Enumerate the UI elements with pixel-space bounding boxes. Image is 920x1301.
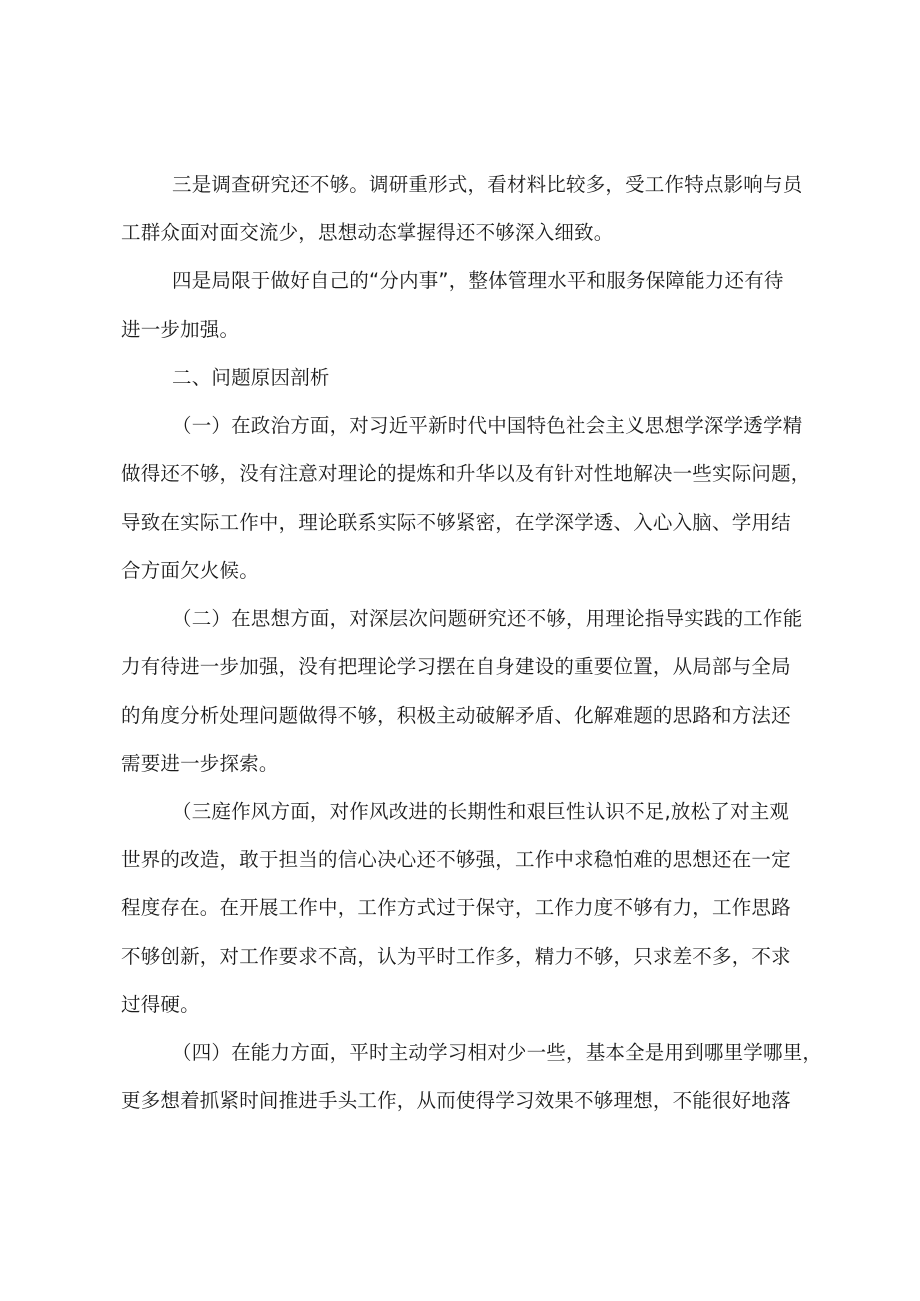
text-line: 四是局限于做好自己的“分内事”，整体管理水平和服务保障能力还有待 xyxy=(172,269,784,292)
text-line: 需要进一步探索。 xyxy=(121,752,279,775)
text-line: 世界的改造，敢于担当的信心决心还不够强，工作中求稳怕难的思想还在一定 xyxy=(121,848,791,871)
text-line: 合方面欠火候。 xyxy=(121,559,259,582)
text-line: （一）在政治方面，对习近平新时代中国特色社会主义思想学深学透学精 xyxy=(172,414,803,437)
text-line: （四）在能力方面，平时主动学习相对少一些，基本全是用到哪里学哪里， xyxy=(172,1041,823,1064)
section-heading: 二、问题原因剖析 xyxy=(172,366,330,389)
text-line: （二）在思想方面，对深层次问题研究还不够，用理论指导实践的工作能 xyxy=(172,607,803,630)
text-line: 不够创新，对工作要求不高，认为平时工作多，精力不够，只求差不多，不求 xyxy=(121,945,791,968)
text-line: 力有待进一步加强，没有把理论学习摆在自身建设的重要位置，从局部与全局 xyxy=(121,655,791,678)
text-line: 过得硬。 xyxy=(121,993,200,1016)
text-line: 程度存在。在开展工作中，工作方式过于保守，工作力度不够有力，工作思路 xyxy=(121,896,791,919)
text-line: 工群众面对面交流少，思想动态掌握得还不够深入细致。 xyxy=(121,221,614,244)
text-line: 导致在实际工作中，理论联系实际不够紧密，在学深学透、入心入脑、学用结 xyxy=(121,511,791,534)
text-line: 的角度分析处理问题做得不够，积极主动破解矛盾、化解难题的思路和方法还 xyxy=(121,704,791,727)
text-line: 更多想着抓紧时间推进手头工作，从而使得学习效果不够理想，不能很好地落 xyxy=(121,1089,791,1112)
text-line: （三庭作风方面，对作风改进的长期性和艰巨性认识不足,放松了对主观 xyxy=(172,800,790,823)
text-line: 进一步加强。 xyxy=(121,318,240,341)
text-line: 做得还不够，没有注意对理论的提炼和升华以及有针对性地解决一些实际问题， xyxy=(121,462,811,485)
text-line: 三是调查研究还不够。调研重形式，看材料比较多，受工作特点影响与员 xyxy=(172,173,803,196)
